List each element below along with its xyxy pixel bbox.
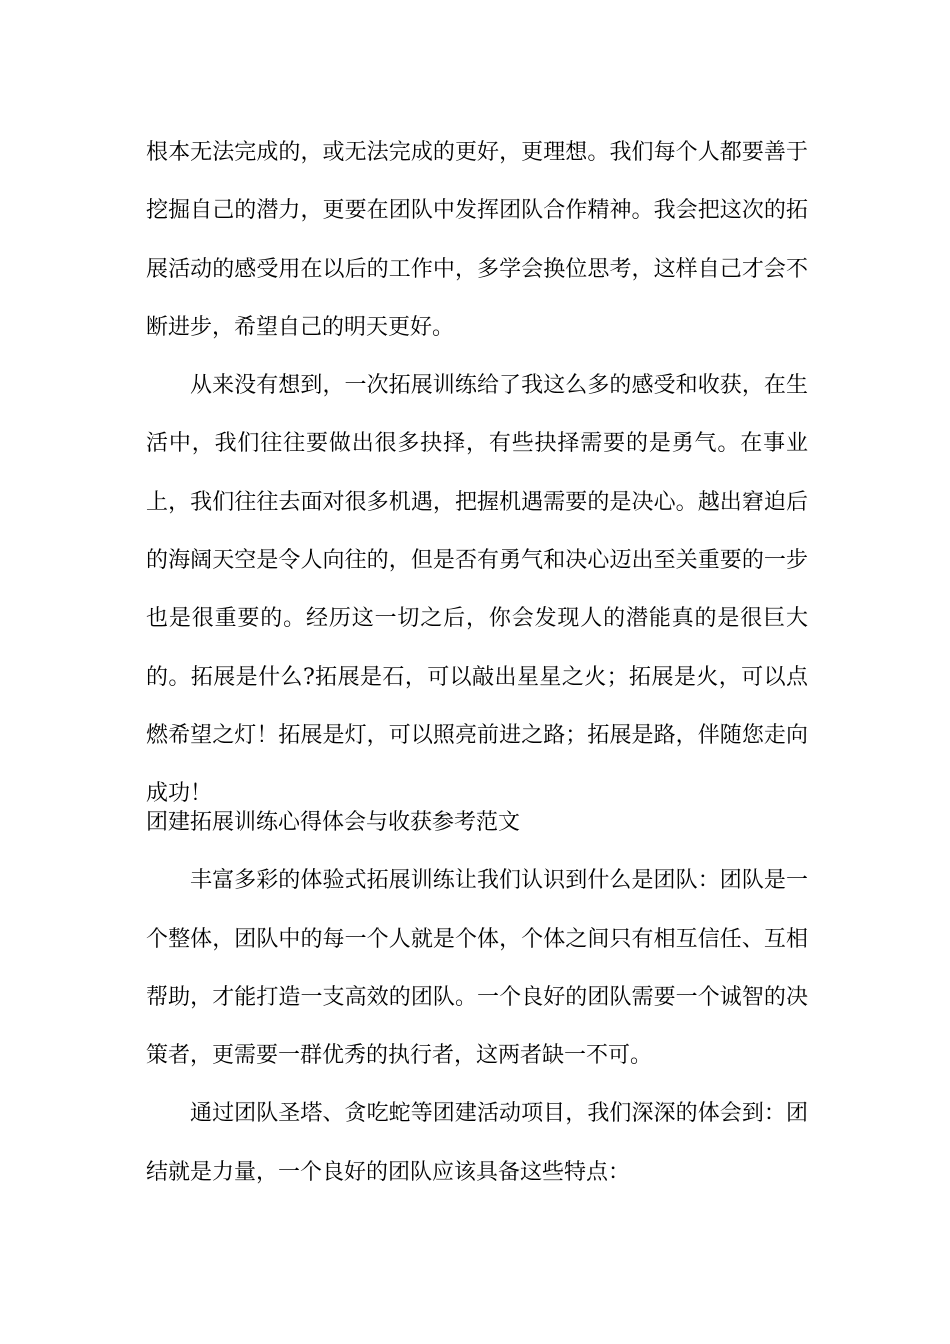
text-block-bottom <box>146 794 808 1202</box>
paragraph: 根本无法完成的，或无法完成的更好，更理想。我们每个人都要善于挖掘自己的潜力，更要在团队中发挥团队合作精神。我会把这次的拓展活动的感受用在以后的工作中，多学会换位思考，这样自己才会不断进步，希望自己的明天更好。 <box>146 140 808 340</box>
section-heading: 团建拓展训练心得体会与收获参考范文 <box>146 810 521 835</box>
paragraph: 从来没有想到，一次拓展训练给了我这么多的感受和收获，在生活中，我们往往要做出很多抉择，有些抉择需要的是勇气。在事业上，我们往往去面对很多机遇，把握机遇需要的是决心。越出窘迫后的海阔天空是令人向往的，但是否有勇气和决心迈出至关重要的一步也是很重要的。经历这一切之后，你会发现人的潜能真的是很巨大的。拓展是什么?拓展是石，可以敲出星星之火；拓展是火，可以点燃希望之灯！拓展是灯，可以照亮前进之路；拓展是路，伴随您走向成功！ <box>146 373 808 807</box>
paragraph: 通过团队圣塔、贪吃蛇等团建活动项目，我们深深的体会到：团结就是力量，一个良好的团队应该具备这些特点： <box>146 1101 808 1185</box>
text-block-top <box>146 124 808 824</box>
paragraph: 丰富多彩的体验式拓展训练让我们认识到什么是团队：团队是一个整体，团队中的每一个人就是个体，个体之间只有相互信任、互相帮助，才能打造一支高效的团队。一个良好的团队需要一个诚智的决策者，更需要一群优秀的执行者，这两者缺一不可。 <box>146 868 808 1069</box>
